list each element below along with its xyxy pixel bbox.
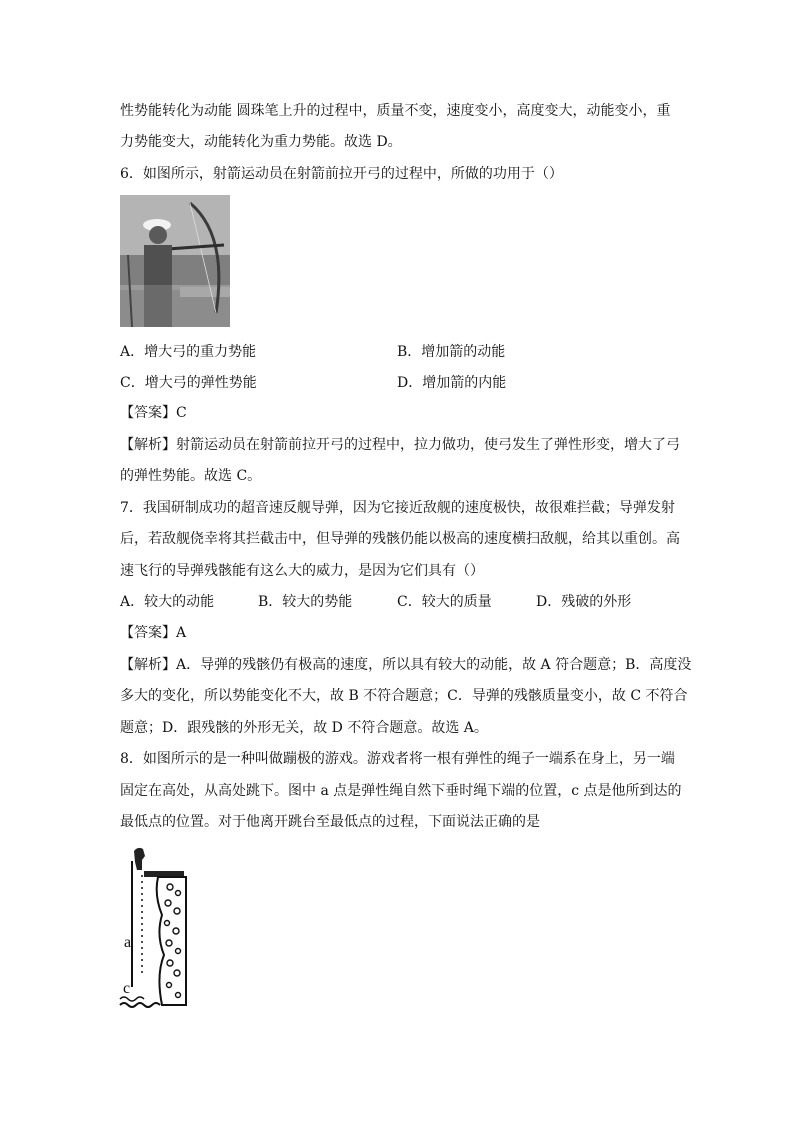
q6-analysis-2: 的弹性势能。故选 C。 [120,468,262,484]
archer-photo [120,195,230,327]
q7-answer: 【答案】A [120,625,187,641]
question-8-stem-2: 固定在高处，从高处跳下。图中 a 点是弹性绳自然下垂时绳下端的位置，c 点是他所到达的 [120,783,682,799]
q7-option-a: A．较大的动能 [120,594,215,610]
label-a: a [124,934,132,951]
q6-option-d: D．增加箭的内能 [397,375,507,391]
q7-option-d: D．残破的外形 [536,594,632,610]
question-7-stem-1: 7．我国研制成功的超音速反舰导弹，因为它接近敌舰的速度极快，故很难拦截；导弹发射 [120,500,675,516]
q7-option-b: B．较大的势能 [258,594,353,610]
question-7-stem-3: 速飞行的导弹残骸能有这么大的威力，是因为它们具有（） [120,563,484,579]
q6-analysis-1: 【解析】射箭运动员在射箭前拉开弓的过程中，拉力做功，使弓发生了弹性形变，增大了弓 [120,437,680,453]
question-6-stem: 6．如图所示，射箭运动员在射箭前拉开弓的过程中，所做的功用于（） [120,166,563,182]
q6-option-b: B．增加箭的动能 [397,344,506,360]
question-8-stem-3: 最低点的位置。对于他离开跳台至最低点的过程，下面说法正确的是 [120,814,540,830]
q7-option-c: C．较大的质量 [397,594,492,610]
q6-answer: 【答案】C [120,405,187,421]
q6-option-c: C．增大弓的弹性势能 [120,375,257,391]
q6-option-a: A．增大弓的重力势能 [120,344,257,360]
question-7-stem-2: 后，若敌舰侥幸将其拦截击中，但导弹的残骸仍能以极高的速度横扫敌舰，给其以重创。高 [120,531,680,547]
text-line-1: 性势能转化为动能 圆珠笔上升的过程中，质量不变，速度变小，高度变大，动能变小，重 [120,103,671,119]
q7-analysis-1: 【解析】A．导弹的残骸仍有极高的速度，所以具有较大的动能，故 A 符合题意；B．高度没 [120,657,692,673]
bungee-diagram [118,845,190,1010]
label-c: c [123,980,131,997]
q7-analysis-2: 多大的变化，所以势能变化不大，故 B 不符合题意；C．导弹的残骸质量变小，故 C 不符合 [120,688,688,704]
question-8-stem-1: 8．如图所示的是一种叫做蹦极的游戏。游戏者将一根有弹性的绳子一端系在身上，另一端 [120,751,675,767]
text-line-2: 力势能变大，动能转化为重力势能。故选 D。 [120,134,402,150]
q7-analysis-3: 题意；D．跟残骸的外形无关，故 D 不符合题意。故选 A。 [120,720,488,736]
